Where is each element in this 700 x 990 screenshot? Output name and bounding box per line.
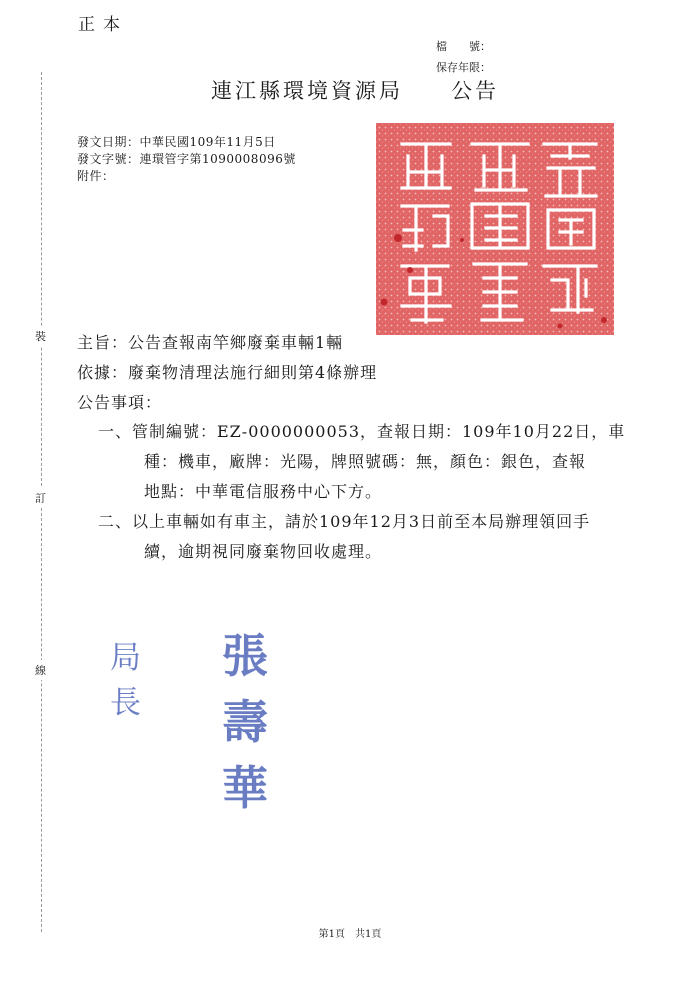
- item-2-line-1: 二、以上車輛如有車主，請於109年12月3日前至本局辦理領回手: [98, 512, 591, 531]
- signature-name: 張壽華: [222, 629, 282, 815]
- binding-mark-ding: 訂: [35, 488, 46, 508]
- page-footer: 第1頁 共1頁: [318, 929, 382, 940]
- basis-line: 依據：廢棄物清理法施行細則第4條辦理: [77, 363, 378, 382]
- subject-line: 主旨：公告查報南竿鄉廢棄車輛1輛: [77, 333, 344, 352]
- issue-date: 發文日期：中華民國109年11月5日: [77, 135, 276, 149]
- signature-title: 局長: [110, 640, 147, 721]
- item-1-line-2: 種：機車，廠牌：光陽，牌照號碼：無，顏色：銀色，查報: [144, 452, 587, 471]
- binding-mark-xian: 線: [35, 660, 46, 680]
- issue-number: 發文字號：連環管字第1090008096號: [77, 152, 296, 166]
- official-seal: [372, 120, 617, 338]
- item-1-line-3: 地點：中華電信服務中心下方。: [144, 482, 383, 501]
- items-heading: 公告事項：: [77, 393, 163, 412]
- attachment-label: 附件：: [77, 169, 115, 183]
- document-title: 連江縣環境資源局 公告: [211, 79, 499, 103]
- copy-mark: 正本: [78, 15, 128, 35]
- retention-period-label: 保存年限：: [436, 61, 491, 74]
- file-number-label: 檔 號：: [436, 40, 491, 53]
- item-1-line-1: 一、管制編號：EZ-0000000053，查報日期：109年10月22日，車: [98, 422, 626, 441]
- item-2-line-2: 續，逾期視同廢棄物回收處理。: [144, 542, 383, 561]
- binding-mark-zhuang: 裝: [35, 326, 46, 346]
